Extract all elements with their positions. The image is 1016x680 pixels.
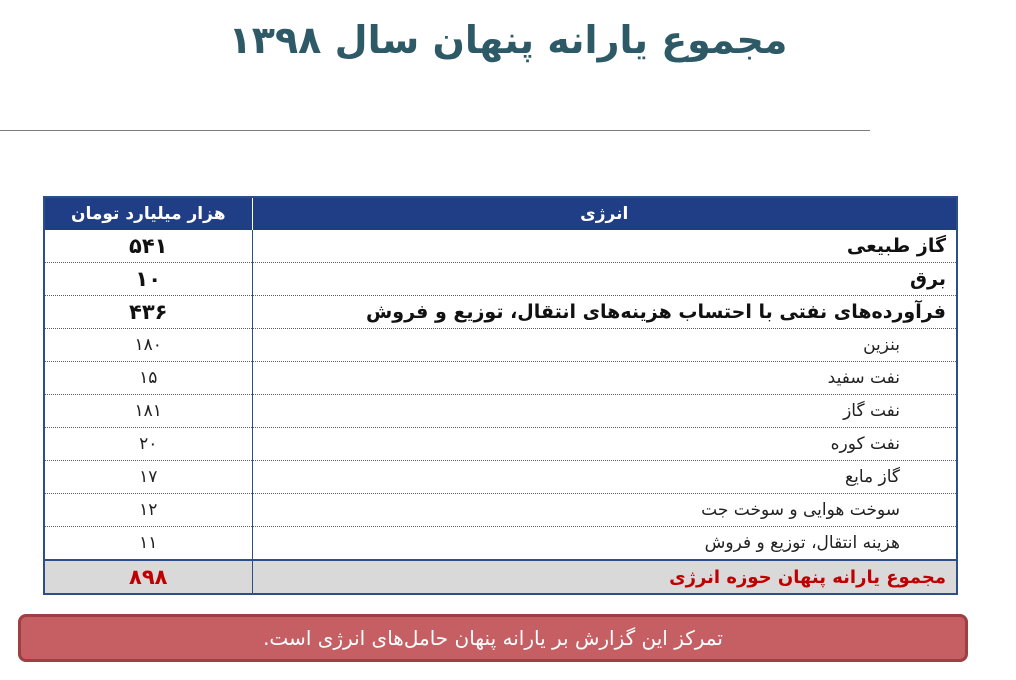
row-name: هزینه انتقال، توزیع و فروش <box>252 527 957 561</box>
row-value: ۱۵ <box>44 362 252 395</box>
row-name: نفت گاز <box>252 395 957 428</box>
row-value: ۲۰ <box>44 428 252 461</box>
total-row <box>44 560 957 594</box>
table-row <box>44 494 957 527</box>
report-focus-note: تمرکز این گزارش بر یارانه پنهان حامل‌های انرژی است. <box>18 614 968 662</box>
energy-subsidy-table <box>43 196 958 595</box>
row-value: ۱۸۱ <box>44 395 252 428</box>
total-value: ۸۹۸ <box>44 560 252 594</box>
table-row <box>44 296 957 329</box>
row-name: بنزین <box>252 329 957 362</box>
row-value: ۱۲ <box>44 494 252 527</box>
row-value: ۱۸۰ <box>44 329 252 362</box>
title-divider <box>0 130 870 131</box>
table-row <box>44 362 957 395</box>
table-row <box>44 428 957 461</box>
table-row <box>44 230 957 263</box>
row-value: ۱۰ <box>44 263 252 296</box>
page-title: مجموع یارانه پنهان سال ۱۳۹۸ <box>228 18 788 62</box>
table-row <box>44 395 957 428</box>
row-name: گاز طبیعی <box>252 230 957 263</box>
row-name: نفت کوره <box>252 428 957 461</box>
table-header-row <box>44 197 957 230</box>
row-name: فرآورده‌های نفتی با احتساب هزینه‌های انتقال، توزیع و فروش <box>252 296 957 329</box>
row-value: ۱۷ <box>44 461 252 494</box>
row-value: ۵۴۱ <box>44 230 252 263</box>
row-value: ۱۱ <box>44 527 252 561</box>
table-row <box>44 527 957 561</box>
row-value: ۴۳۶ <box>44 296 252 329</box>
row-name: برق <box>252 263 957 296</box>
table-row <box>44 329 957 362</box>
row-name: سوخت هوایی و سوخت جت <box>252 494 957 527</box>
row-name: نفت سفید <box>252 362 957 395</box>
table-row <box>44 263 957 296</box>
total-label: مجموع یارانه پنهان حوزه انرژی <box>252 560 957 594</box>
header-energy: انرژی <box>252 197 957 230</box>
header-value: هزار میلیارد تومان <box>44 197 252 230</box>
row-name: گاز مایع <box>252 461 957 494</box>
table-row <box>44 461 957 494</box>
